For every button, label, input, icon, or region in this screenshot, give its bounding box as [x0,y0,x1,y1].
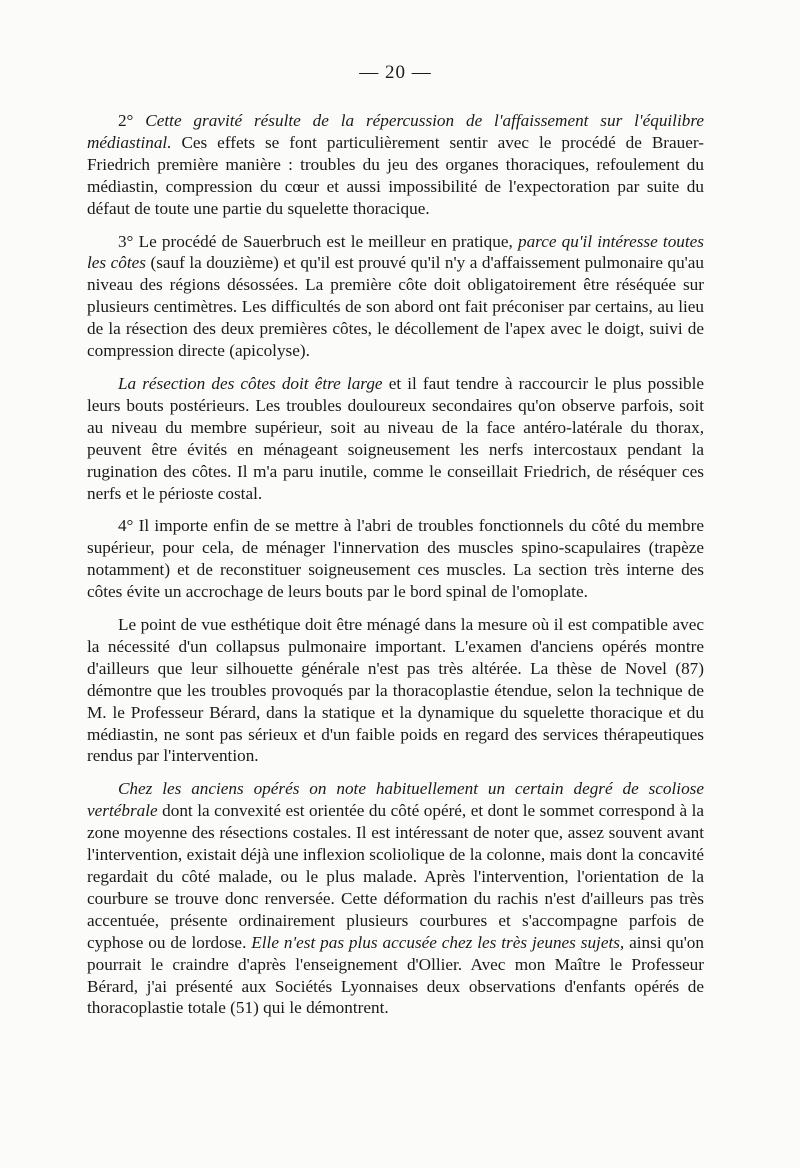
paragraph-5 [87,614,704,767]
text-segment: 2° [117,111,146,130]
italic-text-segment: Elle n'est pas plus accusée chez les très jeunes sujets, [251,932,625,952]
text-segment: Ces effets se font particulièrement sentir avec le procédé de Brauer-Friedrich première manière : troubles du jeu des organes thoraciques, refoulement du médiastin, compression du cœur et aussi impossibilité de l'expectoration par suite du défaut de toute une partie du squelette thoracique. [87,132,704,218]
paragraph-4 [87,515,704,603]
text-segment: (sauf la douzième) et qu'il est prouvé qu'il n'y a d'affaissement pulmonaire qu'au niveau des régions désossées. La première côte doit obligatoirement être réséquée sur plusieurs centimètres. Les difficultés de son abord ont fait préconiser par certains, au lieu de la résection des deux premières côtes, le décollement de l'apex avec le doigt, suivi de compression directe (apicolyse). [87,253,704,361]
body-text [87,110,704,1019]
paragraph-6 [87,778,704,1019]
italic-text-segment: Cette gravité résulte de la répercussion de l'affaissement sur l'équilibre médiastinal. [87,111,705,152]
paragraph-1 [87,110,704,220]
text-segment: dont la convexité est orientée du côté opéré, et dont le sommet correspond à la zone moyenne des résections costales. Il est intéressant de noter que, assez souvent avant l'intervention, existait déjà une inflexion scoliolique de la colonne, mais dont la concavité regardait du côté malade, ou le plus malade. Après l'intervention, l'orientation de la courbure se trouve donc renversée. Cette déformation du rachis n'est d'ailleurs pas très accentuée, présente ordinairement plusieurs courbures et s'accompagne parfois de cyphose ou de lordose. [87,801,704,952]
page-number: — 20 — [359,62,432,83]
paragraph-2 [87,231,704,362]
italic-text-segment: Chez les anciens opérés on note habituellement un certain degré de scoliose vertébrale [87,779,704,821]
text-segment: 3° Le procédé de Sauerbruch est le meilleur en pratique, [117,231,518,251]
text-segment: 4° Il importe enfin de se mettre à l'abri de troubles fonctionnels du côté du membre supérieur, pour cela, de ménager l'innervation des muscles spino-scapulaires (trapèze notamment) et de reconstituer soigneusement ces muscles. La section très interne des côtes évite un accrochage de leurs bouts par le bord spinal de l'omoplate. [87,516,704,602]
text-segment: ainsi qu'on pourrait le craindre d'après l'enseignement d'Ollier. Avec mon Maître le Professeur Bérard, j'ai présenté aux Sociétés Lyonnaises deux observations d'enfants opérés de thoracoplastie totale (51) qui le démontrent. [87,932,704,1018]
text-segment: Le point de vue esthétique doit être ménagé dans la mesure où il est compatible avec la nécessité d'un collapsus pulmonaire important. L'examen d'anciens opérés montre d'ailleurs que leur silhouette générale n'est pas très altérée. La thèse de Novel (87) démontre que les troubles provoqués par la thoracoplastie étendue, selon la technique de M. le Professeur Bérard, dans la statique et la dynamique du squelette thoracique et du médiastin, ne sont pas sérieux et d'un faible poids en regard des services thérapeutiques rendus par l'intervention. [87,615,704,766]
text-segment: et il faut tendre à raccourcir le plus possible leurs bouts postérieurs. Les troubles douloureux secondaires qu'on observe parfois, soit au niveau du membre supérieur, soit au niveau de la face antéro-latérale du thorax, peuvent être évités en ménageant soigneusement les nerfs intercostaux pendant la rugination des côtes. Il m'a paru inutile, comme le conseillait Friedrich, de réséquer ces nerfs et le périoste costal. [87,373,704,503]
italic-text-segment: La résection des côtes doit être large [117,373,383,393]
paragraph-3 [87,373,704,504]
italic-text-segment: parce qu'il intéresse toutes les côtes [87,231,704,273]
